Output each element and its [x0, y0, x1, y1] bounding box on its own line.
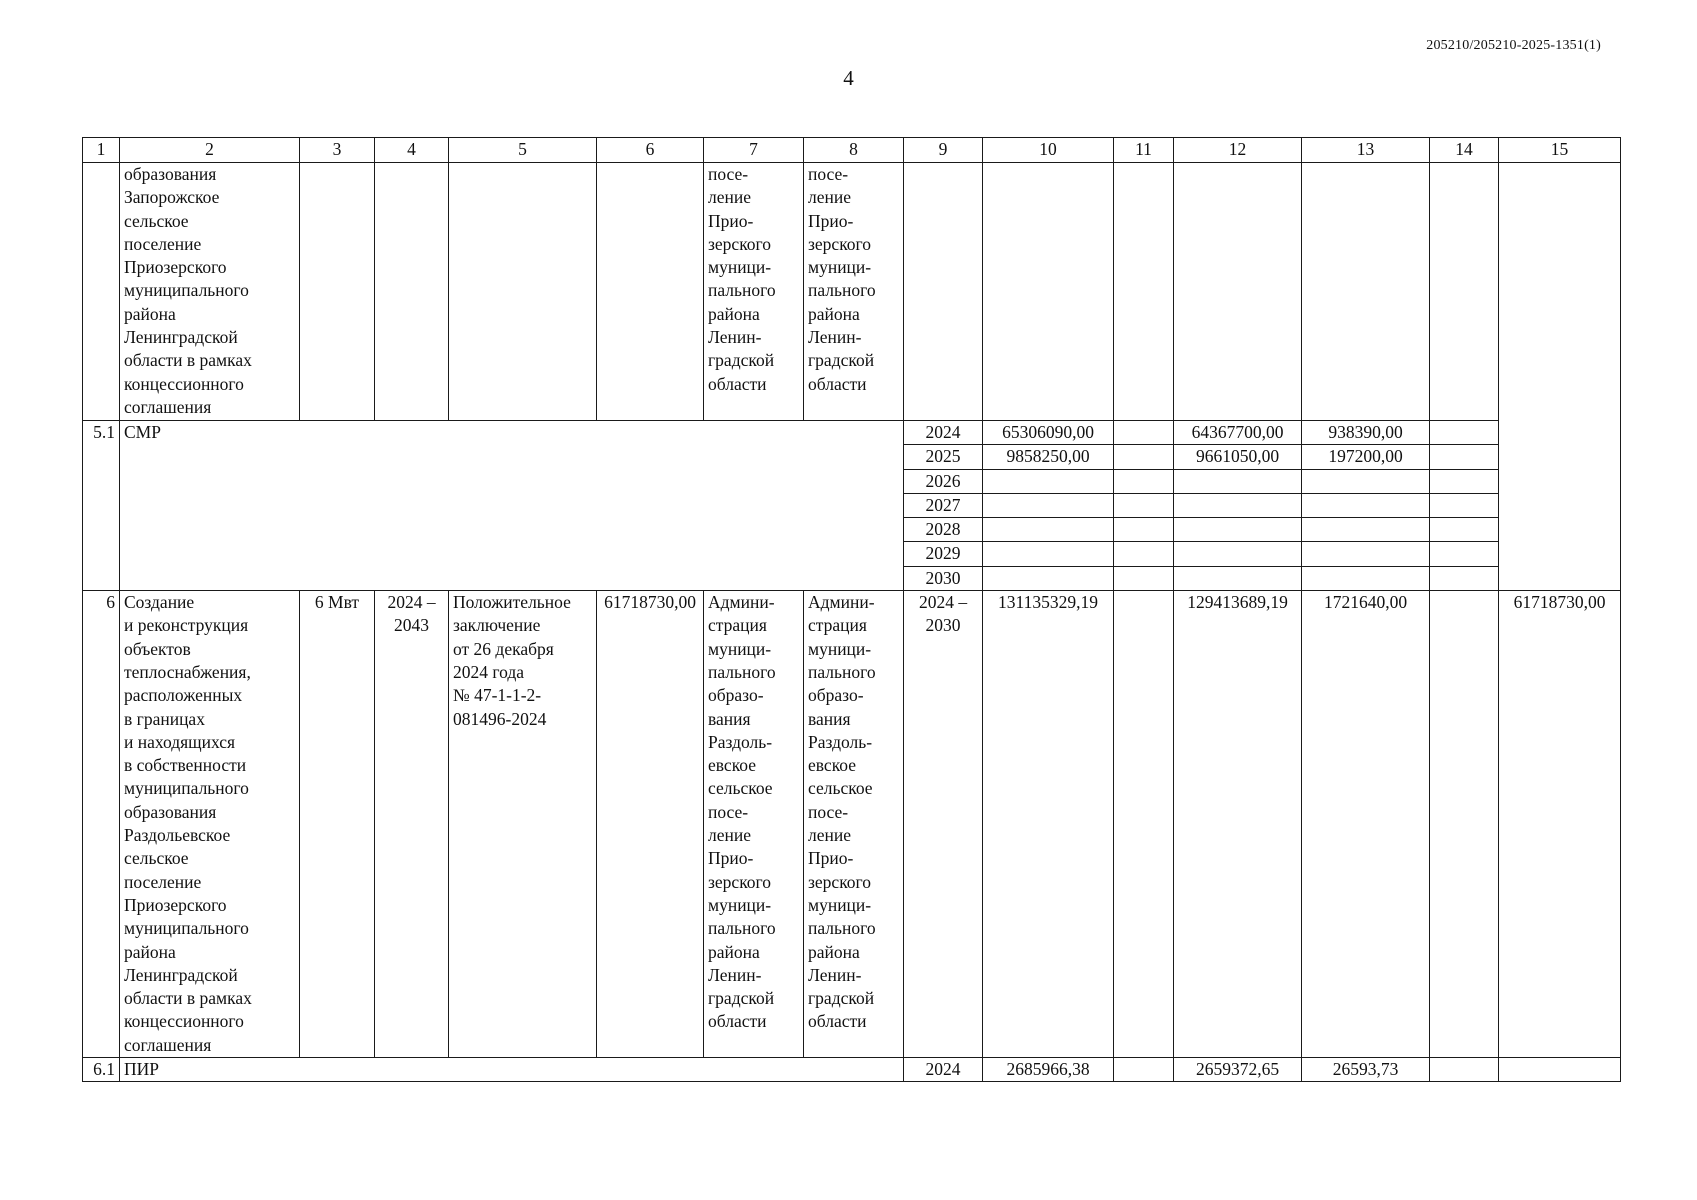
amount-cell: 1721640,00	[1302, 591, 1430, 1058]
amount-cell	[1174, 469, 1302, 493]
header-cell: 11	[1114, 138, 1174, 163]
amount-cell: 938390,00	[1302, 421, 1430, 445]
customer-cell: Админи- страция муници- пального образо- вания Раздоль- евское сельское посе- ление Прио- зерского муници- пального района Ленин- градской области	[704, 591, 804, 1058]
amount-total-cell	[983, 518, 1114, 542]
header-cell: 9	[904, 138, 983, 163]
amount-cell: 2659372,65	[1174, 1058, 1302, 1082]
amount-cell	[1174, 518, 1302, 542]
year-cell: 2030	[904, 566, 983, 590]
year-cell: 2025	[904, 445, 983, 469]
page-number: 4	[843, 66, 854, 90]
cost-cell: 61718730,00	[597, 591, 704, 1058]
amount-total-cell: 131135329,19	[983, 591, 1114, 1058]
period-cell: 2024 – 2043	[375, 591, 449, 1058]
amount-cell	[1430, 445, 1499, 469]
amount-cell	[1430, 566, 1499, 590]
row-number-cell: 5.1	[83, 421, 120, 591]
amount-total-cell: 65306090,00	[983, 421, 1114, 445]
stage-name-cell: СМР	[120, 421, 904, 591]
amount-cell	[1114, 469, 1174, 493]
header-cell: 8	[804, 138, 904, 163]
amount-cell	[1430, 518, 1499, 542]
amount-cell	[1430, 469, 1499, 493]
amount-cell: 129413689,19	[1174, 591, 1302, 1058]
header-cell: 4	[375, 138, 449, 163]
capacity-cell: 6 Мвт	[300, 591, 375, 1058]
header-cell: 6	[597, 138, 704, 163]
amount-cell	[1114, 542, 1174, 566]
header-cell: 12	[1174, 138, 1302, 163]
conclusion-cell: Положительное заключение от 26 декабря 2024 года № 47-1-1-2- 081496-2024	[449, 591, 597, 1058]
amount-cell	[1430, 542, 1499, 566]
row-number-cell: 6	[83, 591, 120, 1058]
header-cell: 15	[1499, 138, 1621, 163]
investment-table	[82, 137, 1621, 1082]
amount-cell	[1302, 469, 1430, 493]
amount-cell	[1114, 566, 1174, 590]
amount-cell	[1430, 1058, 1499, 1082]
developer-cell: Админи- страция муници- пального образо- вания Раздоль- евское сельское посе- ление Прио- зерского муници- пального района Ленин- градской области	[804, 591, 904, 1058]
amount-cell: 61718730,00	[1499, 591, 1621, 1058]
header-cell: 14	[1430, 138, 1499, 163]
amount-cell	[1302, 493, 1430, 517]
header-row	[83, 138, 1621, 163]
amount-total-cell	[983, 493, 1114, 517]
document-id: 205210/205210-2025-1351(1)	[1426, 38, 1601, 53]
year-cell: 2024	[904, 1058, 983, 1082]
amount-cell	[1114, 518, 1174, 542]
year-cell: 2028	[904, 518, 983, 542]
object-name-cell: Создание и реконструкция объектов теплоснабжения, расположенных в границах и находящихся в собственности муниципального образования Раздольевское сельское поселение Приозерского муниципального района Ленинградской области в рамках концессионного соглашения	[120, 591, 300, 1058]
amount-cell	[1174, 542, 1302, 566]
developer-cell: посе- ление Прио- зерского муници- пального района Ленин- градской области	[804, 163, 904, 421]
row-number-cell: 6.1	[83, 1058, 120, 1082]
amount-cell	[1114, 493, 1174, 517]
year-cell: 2027	[904, 493, 983, 517]
amount-cell: 9661050,00	[1174, 445, 1302, 469]
header-cell: 7	[704, 138, 804, 163]
amount-total-cell	[983, 566, 1114, 590]
amount-cell	[1302, 542, 1430, 566]
customer-cell: посе- ление Прио- зерского муници- пального района Ленин- градской области	[704, 163, 804, 421]
amount-cell	[1430, 493, 1499, 517]
header-cell: 5	[449, 138, 597, 163]
year-cell: 2024	[904, 421, 983, 445]
stage-name-cell: ПИР	[120, 1058, 904, 1082]
header-cell: 3	[300, 138, 375, 163]
table-row-5-1	[83, 421, 1621, 445]
amount-cell	[1430, 421, 1499, 445]
amount-total-cell: 9858250,00	[983, 445, 1114, 469]
amount-cell	[1114, 1058, 1174, 1082]
object-name-cell: образования Запорожское сельское поселение Приозерского муниципального района Ленинградской области в рамках концессионного соглашения	[120, 163, 300, 421]
amount-cell	[1114, 421, 1174, 445]
table-row-6	[83, 591, 1621, 1058]
amount-cell: 64367700,00	[1174, 421, 1302, 445]
years-cell: 2024 – 2030	[904, 591, 983, 1058]
amount-total-cell	[983, 542, 1114, 566]
amount-cell	[1302, 518, 1430, 542]
amount-cell	[1114, 445, 1174, 469]
table-row-6-1	[83, 1058, 1621, 1082]
amount-cell: 197200,00	[1302, 445, 1430, 469]
header-cell: 13	[1302, 138, 1430, 163]
amount-total-cell	[983, 469, 1114, 493]
amount-cell	[1174, 493, 1302, 517]
amount-cell	[1430, 591, 1499, 1058]
amount-total-cell: 2685966,38	[983, 1058, 1114, 1082]
year-cell: 2029	[904, 542, 983, 566]
amount-cell	[1174, 566, 1302, 590]
header-cell: 2	[120, 138, 300, 163]
header-cell: 1	[83, 138, 120, 163]
amount-cell: 26593,73	[1302, 1058, 1430, 1082]
header-cell: 10	[983, 138, 1114, 163]
amount-cell	[1302, 566, 1430, 590]
amount-cell	[1114, 591, 1174, 1058]
year-cell: 2026	[904, 469, 983, 493]
table-row-continuation	[83, 163, 1621, 421]
